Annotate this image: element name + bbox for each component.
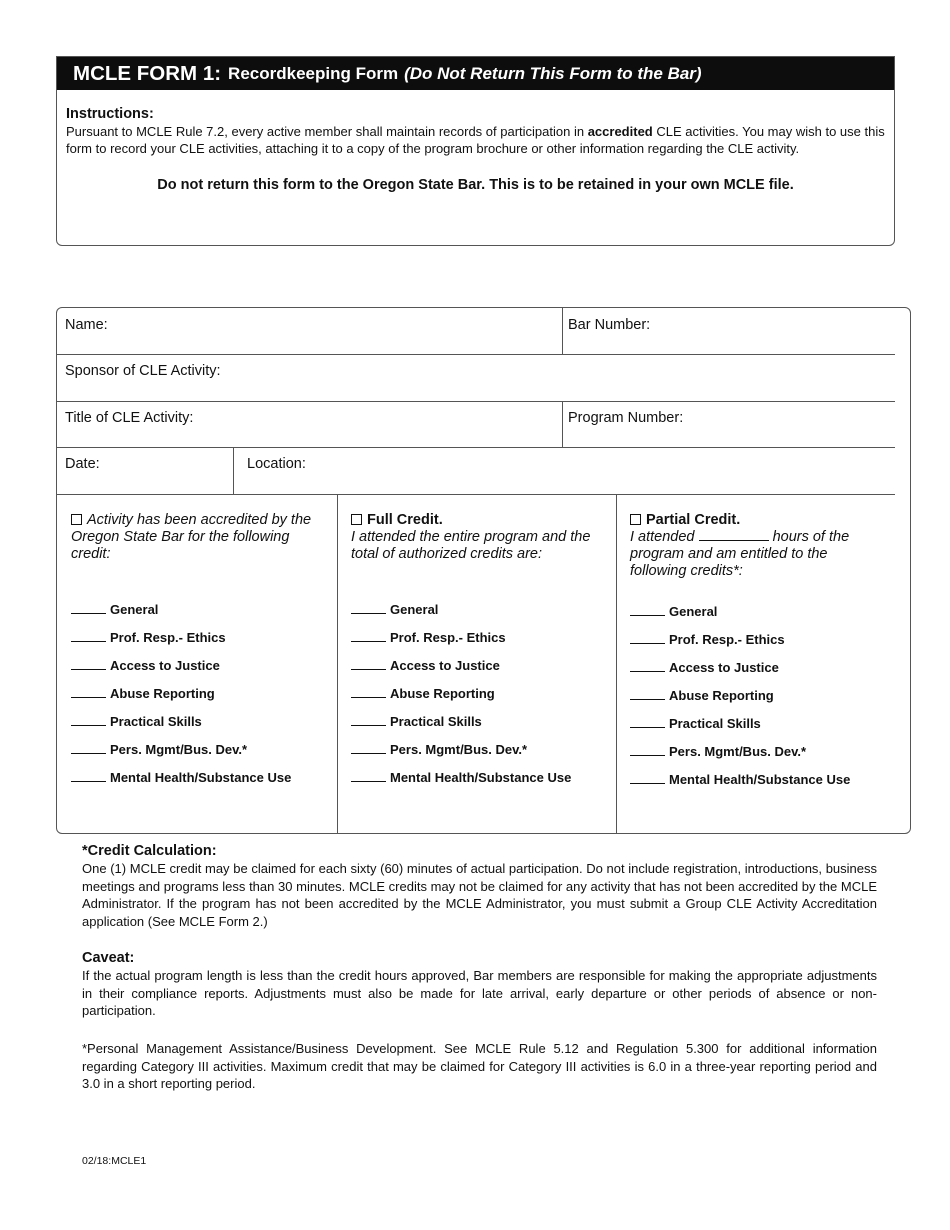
credit-mental-health[interactable]: Mental Health/Substance Use: [71, 770, 291, 798]
caveat-text: If the actual program length is less than the credit hours approved, Bar members are responsible for making the appropriate adjustments in their compliance reports. Adjustments must also be made for late arrival, early departure or other periods of absence or non-participation.: [82, 968, 877, 1019]
credit-pers-mgmt[interactable]: Pers. Mgmt/Bus. Dev.*: [630, 744, 850, 772]
location-field[interactable]: Location:: [247, 456, 306, 472]
form-subtitle: Recordkeeping Form: [228, 63, 399, 83]
credit-general[interactable]: General: [630, 604, 850, 632]
credit-mental-health[interactable]: Mental Health/Substance Use: [351, 770, 571, 798]
full-credit-checkbox[interactable]: [351, 514, 362, 525]
credit-practical-skills[interactable]: Practical Skills: [71, 714, 291, 742]
credit-abuse-reporting[interactable]: Abuse Reporting: [351, 686, 571, 714]
credit-practical-skills[interactable]: Practical Skills: [351, 714, 571, 742]
full-credit-title: Full Credit.: [367, 512, 443, 528]
credit-calculation-text: One (1) MCLE credit may be claimed for each sixty (60) minutes of actual participation. Do not include registration, introductions, business meetings and programs less than 30 minutes. MCLE credits may not be claimed for any activity that has not been accredited by the MCLE Administrator. If the program has not been accredited by the MCLE Administrator, you must submit a Group CLE Activity Accreditation application (See MCLE Form 2.): [82, 861, 877, 929]
partial-credit-text: I attended hours of the program and am entitled to the following credits*:: [630, 529, 850, 579]
record-form: [56, 307, 911, 834]
bar-number-field[interactable]: Bar Number:: [568, 317, 651, 333]
credit-calculation-section: [82, 843, 877, 930]
partial-credit-list: [630, 604, 850, 800]
instructions-box: [56, 56, 895, 246]
caveat-section: [82, 950, 877, 1020]
form-label: MCLE FORM 1:: [73, 61, 222, 85]
partial-credit-column: [630, 512, 880, 787]
credit-calculation-heading: *Credit Calculation:: [82, 843, 217, 859]
form-title-bar: [57, 57, 894, 90]
credit-abuse-reporting[interactable]: Abuse Reporting: [630, 688, 850, 716]
full-credit-column: [351, 512, 601, 785]
accredited-credit-list: [71, 602, 291, 798]
credit-mental-health[interactable]: Mental Health/Substance Use: [630, 772, 850, 800]
credit-access-justice[interactable]: Access to Justice: [351, 658, 571, 686]
activity-title-field[interactable]: Title of CLE Activity:: [65, 410, 194, 426]
credit-general[interactable]: General: [351, 602, 571, 630]
sponsor-field[interactable]: Sponsor of CLE Activity:: [65, 363, 221, 379]
credit-access-justice[interactable]: Access to Justice: [630, 660, 850, 688]
credit-ethics[interactable]: Prof. Resp.- Ethics: [71, 630, 291, 658]
personal-management-note: *Personal Management Assistance/Business Development. See MCLE Rule 5.12 and Regulation 5.300 for additional information regarding Category III activities. Maximum credit that may be claimed for Category III activities is 6.0 in a three-year reporting period and 3.0 in a short reporting period.: [82, 1041, 877, 1092]
full-credit-text: I attended the entire program and the total of authorized credits are:: [351, 529, 591, 562]
credit-pers-mgmt[interactable]: Pers. Mgmt/Bus. Dev.*: [351, 742, 571, 770]
accredited-checkbox[interactable]: [71, 514, 82, 525]
form-italic-note: (Do Not Return This Form to the Bar): [404, 63, 702, 83]
form-code: 02/18:MCLE1: [82, 1155, 147, 1167]
credit-abuse-reporting[interactable]: Abuse Reporting: [71, 686, 291, 714]
credit-practical-skills[interactable]: Practical Skills: [630, 716, 850, 744]
program-number-field[interactable]: Program Number:: [568, 410, 684, 426]
hours-attended-blank[interactable]: [699, 540, 769, 541]
instructions-heading: Instructions:: [66, 106, 154, 122]
credit-ethics[interactable]: Prof. Resp.- Ethics: [630, 632, 850, 660]
accredited-text: Activity has been accredited by the Oregon State Bar for the following credit:: [71, 512, 312, 562]
instructions-text: Pursuant to MCLE Rule 7.2, every active member shall maintain records of participation in accredited CLE activities. You may wish to use this form to record your CLE activities, attaching it to a copy of the program brochure or other information regarding the CLE activity.: [66, 124, 885, 156]
credit-general[interactable]: General: [71, 602, 291, 630]
credit-pers-mgmt[interactable]: Pers. Mgmt/Bus. Dev.*: [71, 742, 291, 770]
accredited-column: [71, 512, 321, 785]
partial-credit-checkbox[interactable]: [630, 514, 641, 525]
full-credit-list: [351, 602, 571, 798]
do-not-return-note: Do not return this form to the Oregon State Bar. This is to be retained in your own MCLE file.: [157, 177, 794, 193]
personal-management-section: [82, 1040, 877, 1093]
partial-credit-title: Partial Credit.: [646, 512, 741, 528]
credit-ethics[interactable]: Prof. Resp.- Ethics: [351, 630, 571, 658]
date-field[interactable]: Date:: [65, 456, 100, 472]
credit-access-justice[interactable]: Access to Justice: [71, 658, 291, 686]
name-field[interactable]: Name:: [65, 317, 108, 333]
caveat-heading: Caveat:: [82, 950, 135, 966]
